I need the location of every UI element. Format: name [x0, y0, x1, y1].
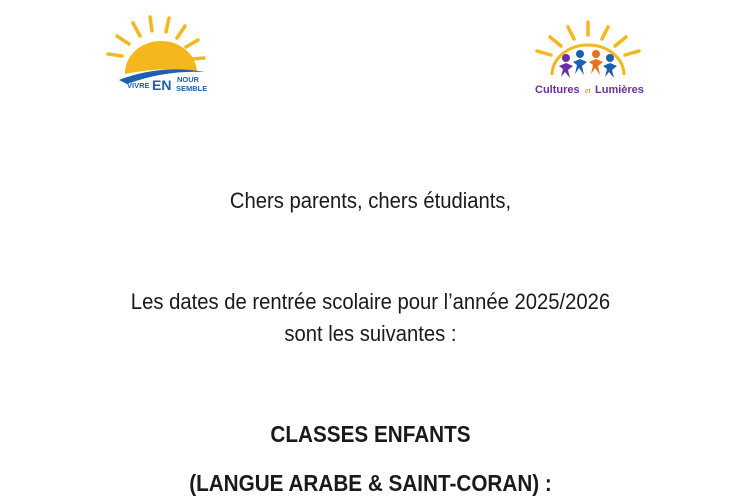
logo-word-nour: NOUR	[177, 75, 200, 84]
logo-word-vivre: VIVRE	[127, 81, 150, 90]
sun-rays-icon	[537, 22, 639, 55]
logo-word-et: et	[585, 86, 591, 95]
section-heading-children-classes: CLASSES ENFANTS	[270, 421, 471, 447]
section-subheading-language: (LANGUE ARABE & SAINT-CORAN) :	[189, 470, 552, 496]
people-icon	[559, 50, 617, 78]
logo-word-semble: SEMBLE	[176, 84, 208, 93]
logo-word-lumieres: Lumières	[595, 84, 644, 96]
dates-intro-line-2: sont les suivantes :	[284, 321, 457, 346]
logo-word-cultures: Cultures	[535, 84, 580, 96]
cultures-lumieres-logo	[530, 20, 648, 98]
logo-word-en: EN	[152, 77, 172, 93]
vivre-ensemble-logo	[105, 14, 220, 96]
dates-intro-line-1: Les dates de rentrée scolaire pour l’année 2025/2026	[130, 289, 611, 314]
greeting-text: Chers parents, chers étudiants,	[229, 188, 512, 213]
